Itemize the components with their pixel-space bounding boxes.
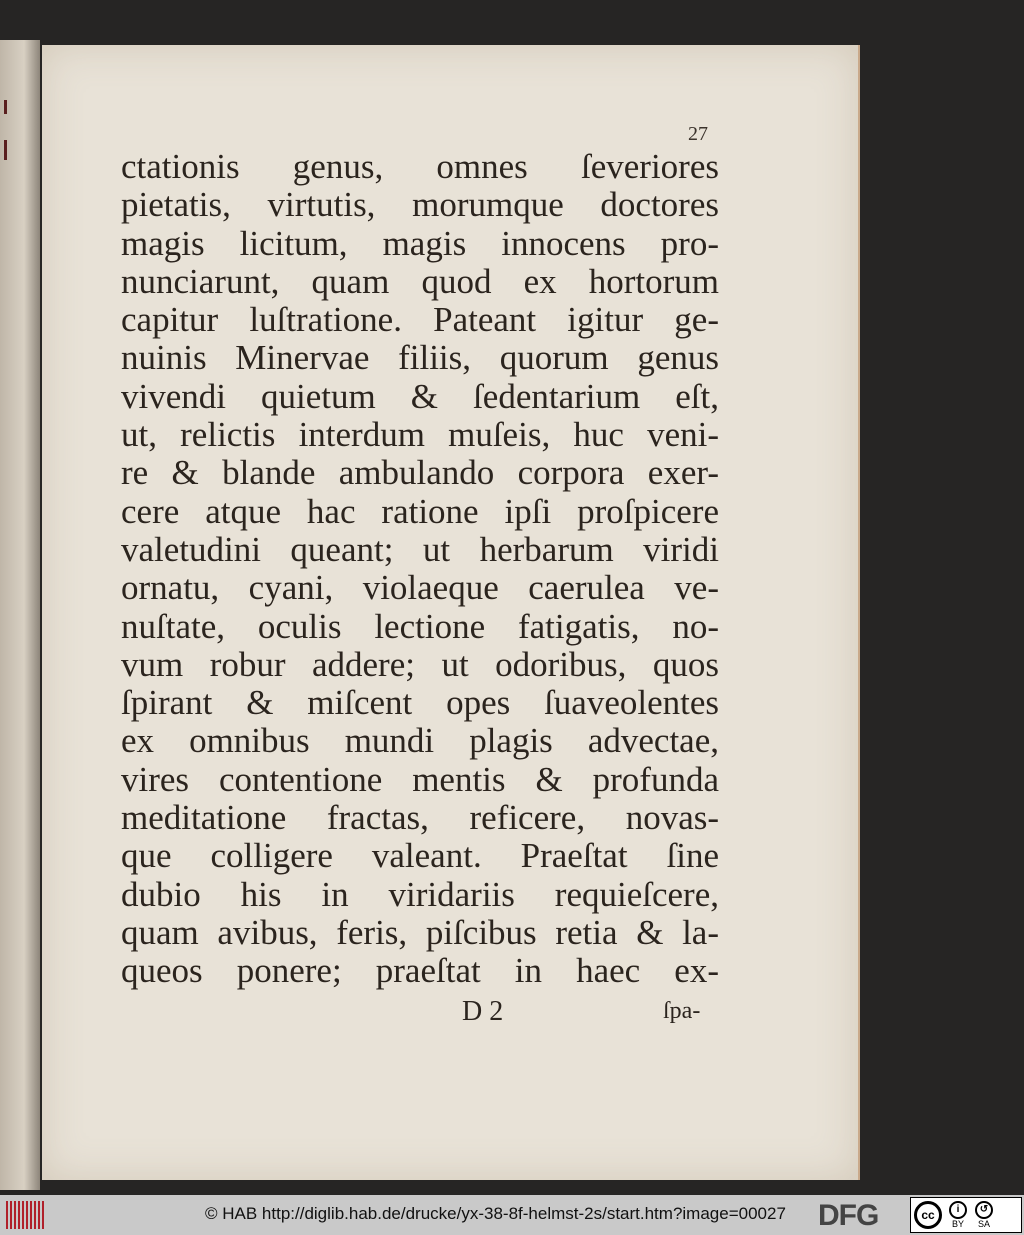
text-line: nunciarunt, quam quod ex hortorum [121, 261, 719, 301]
dfg-logo: DFG [818, 1199, 879, 1232]
text-line: quam avibus, feris, piſcibus retia & la- [121, 912, 719, 952]
text-line: cere atque hac ratione ipſi proſpicere [121, 491, 719, 531]
page-mark [4, 100, 7, 114]
footer-bar [0, 1195, 1024, 1235]
text-line: nuſtate, oculis lectione fatigatis, no- [121, 606, 719, 646]
text-line: ut, relictis interdum muſeis, huc veni- [121, 415, 719, 455]
page-number: 27 [688, 123, 708, 145]
text-line: ſpirant & miſcent opes ſuaveolentes [121, 683, 719, 723]
credit-link[interactable]: © HAB http://diglib.hab.de/drucke/yx-38-8f-helmst-2s/start.htm?image=00027 [205, 1204, 786, 1223]
by-icon: i [949, 1201, 967, 1219]
cc-license-badge[interactable] [910, 1197, 1022, 1233]
text-line: vum robur addere; ut odoribus, quos [121, 644, 719, 684]
adjacent-page-edge [0, 40, 40, 1190]
text-line: dubio his in viridariis requieſcere, [121, 874, 719, 914]
sa-icon: ↺ [975, 1201, 993, 1219]
text-line: capitur luſtratione. Pateant igitur ge- [121, 300, 719, 340]
page-mark [4, 140, 7, 160]
text-line: nuinis Minervae filiis, quorum genus [121, 338, 719, 378]
catchword: ſpa- [663, 998, 701, 1024]
sa-label: SA [977, 1219, 990, 1229]
text-line: re & blande ambulando corpora exer- [121, 453, 719, 493]
text-line: valetudini queant; ut herbarum viridi [121, 529, 719, 569]
text-line: pietatis, virtutis, morumque doctores [121, 185, 719, 225]
cc-icon: cc [914, 1201, 942, 1229]
text-line: ornatu, cyani, violaeque caerulea ve- [121, 568, 719, 608]
text-line: ctationis genus, omnes ſeveriores [121, 147, 719, 186]
text-line: magis licitum, magis innocens pro- [121, 223, 719, 263]
page-body-text [121, 148, 719, 991]
text-line: vivendi quietum & ſedentarium eſt, [121, 376, 719, 416]
text-line: queos ponere; praeſtat in haec ex- [121, 951, 719, 991]
text-line: vires contentione mentis & profunda [121, 759, 719, 799]
hab-logo-icon [6, 1201, 46, 1229]
by-label: BY [951, 1219, 964, 1229]
signature-mark: D 2 [462, 996, 504, 1027]
text-line: meditatione fractas, reficere, novas- [121, 798, 719, 838]
text-line: ex omnibus mundi plagis advectae, [121, 721, 719, 761]
text-line: que colligere valeant. Praeſtat ſine [121, 836, 719, 876]
